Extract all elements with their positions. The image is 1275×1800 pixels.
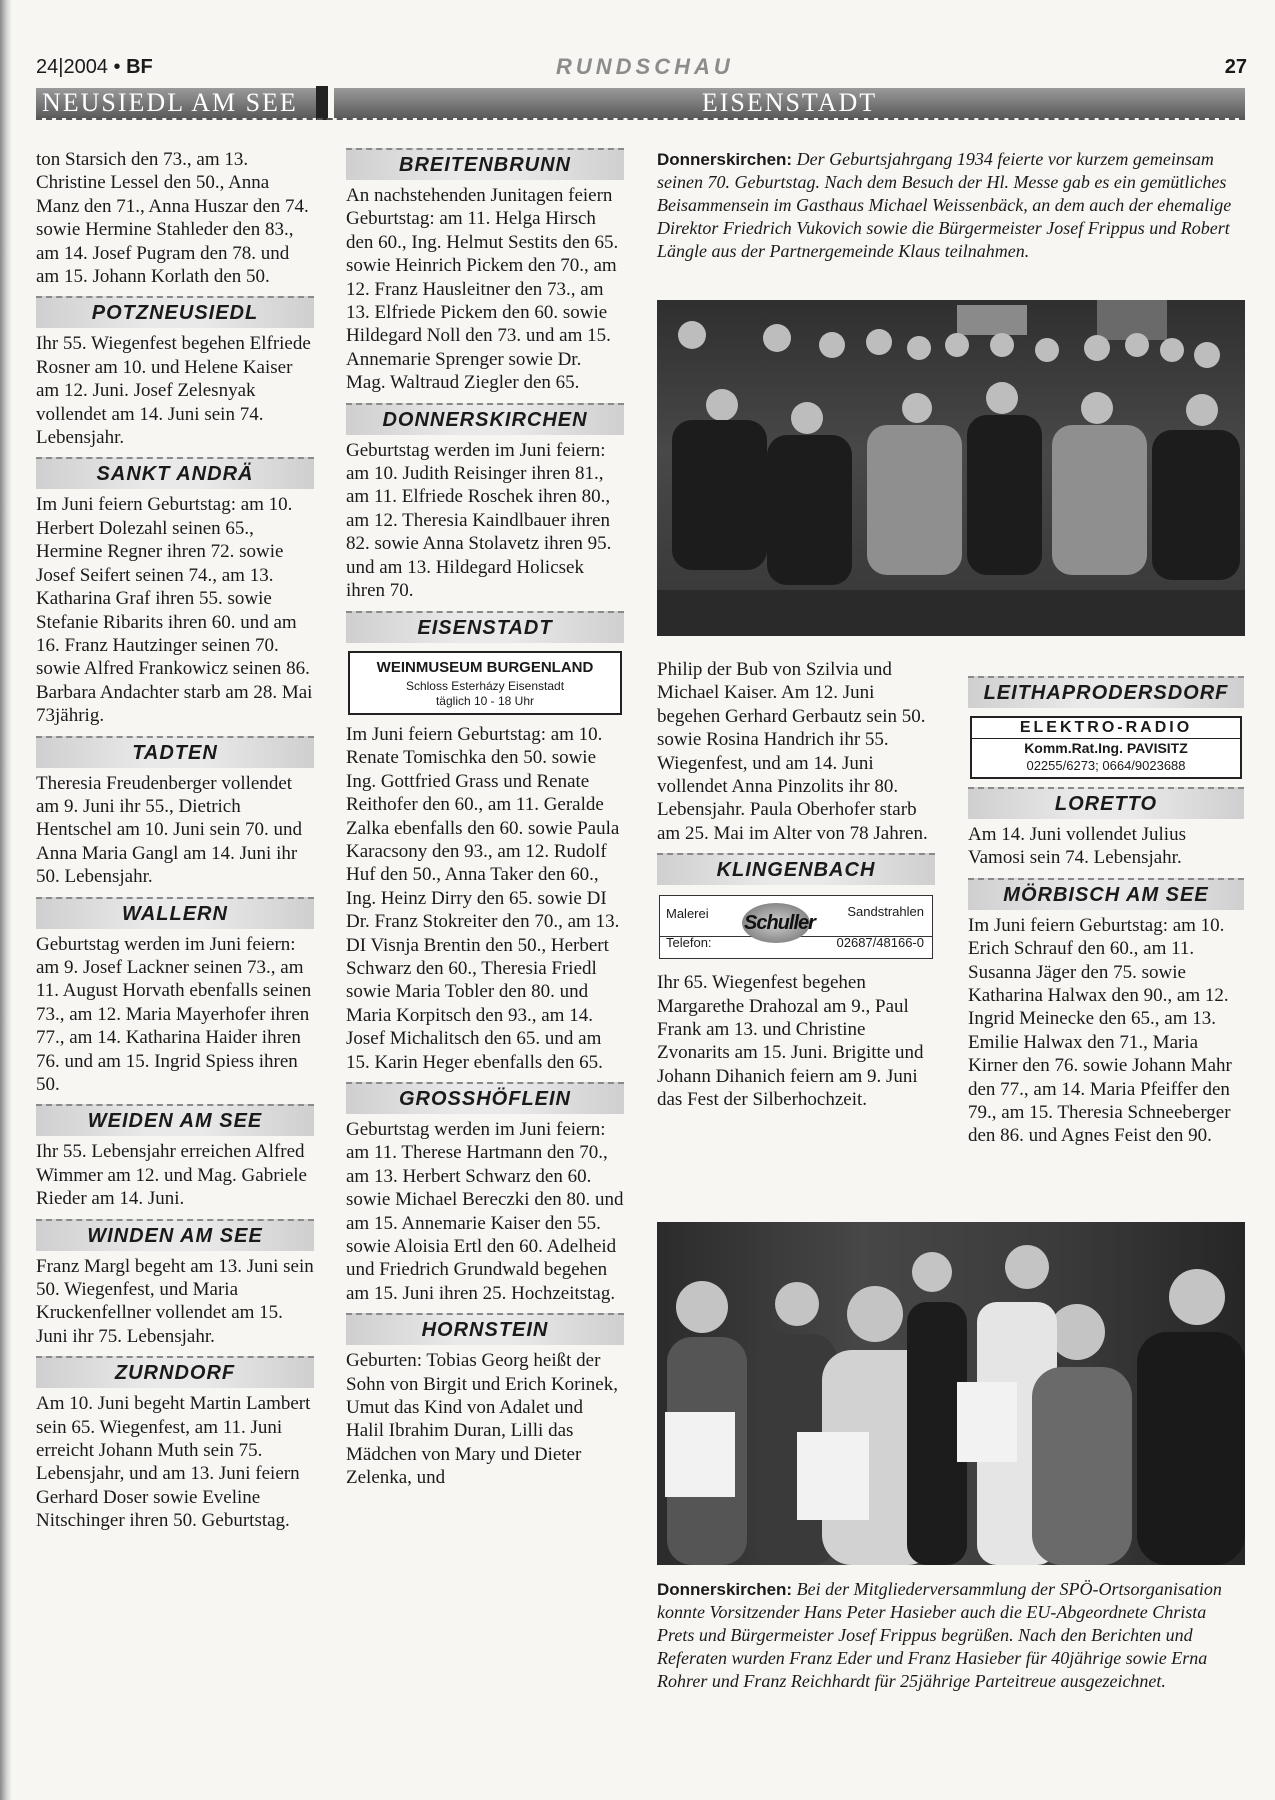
photo-illustration xyxy=(657,300,1245,636)
article-text: Theresia Freudenberger vollendet am 9. Juni ihr 55., Dietrich Hentschel am 10. Juni sein 70. und Anna Maria Gangl am 14. Juni ihr 50. Lebensjahr. xyxy=(36,772,302,888)
article-text: Geburten: Tobias Georg heißt der Sohn von Birgit und Erich Korinek, Umut das Kind von Adalet und Halil Ibrahim Duran, Lilli das Mädchen von Mary und Dieter Zelenka, und xyxy=(346,1350,618,1489)
page-number: 27 xyxy=(1224,56,1247,78)
section-heading: POTZNEUSIEDL xyxy=(36,296,314,328)
ad-logo-text: Schuller xyxy=(744,912,815,935)
region-band-eisenstadt: EISENSTADT xyxy=(334,88,1245,118)
article-text: Geburtstag werden im Juni feiern: am 11. Therese Hartmann den 70., am 13. Herbert Schwarz den 60. sowie Michael Bereczki den 80. und am 15. Annemarie Kaiser den 55. sowie Aloisia Ertl den 60. Adelheid und Friedrich Grundwald begehen am 15. Juni ihren 25. Hochzeitstag. xyxy=(346,1119,624,1304)
ad-line: täglich 10 - 18 Uhr xyxy=(435,693,535,708)
caption-place: Donnerskirchen: xyxy=(657,150,793,169)
section-heading: MÖRBISCH AM SEE xyxy=(968,878,1244,910)
photo-caption-2 xyxy=(657,1578,1245,1693)
article-text: Am 14. Juni vollendet Julius Vamosi sein 74. Lebensjahr. xyxy=(968,824,1186,869)
band-separator xyxy=(316,86,328,120)
region-band-neusiedl: NEUSIEDL AM SEE xyxy=(36,88,316,118)
ad-line: Schloss Esterházy Eisenstadt xyxy=(405,678,565,693)
ad-line: Komm.Rat.Ing. PAVISITZ xyxy=(1024,740,1188,756)
section-heading: GROSSHÖFLEIN xyxy=(346,1082,624,1114)
section-heading: ZURNDORF xyxy=(36,1356,314,1388)
photo-illustration xyxy=(657,1222,1245,1565)
section-heading: EISENSTADT xyxy=(346,611,624,643)
section-heading: LORETTO xyxy=(968,787,1244,819)
band-dashed-rule xyxy=(36,118,1245,120)
section-heading: WEIDEN AM SEE xyxy=(36,1104,314,1136)
section-heading: DONNERSKIRCHEN xyxy=(346,403,624,435)
article-text: Ihr 55. Lebensjahr erreichen Alfred Wimmer am 12. und Mag. Gabriele Rieder am 14. Juni. xyxy=(36,1141,307,1210)
article-text: Ihr 55. Wiegenfest begehen Elfriede Rosner am 10. und Helene Kaiser am 12. Juni. Josef Zelesnyak vollendet am 14. Juni sein 74. Lebensjahr. xyxy=(36,333,311,449)
group-photo-party-meeting xyxy=(657,1222,1245,1565)
article-text: Im Juni feiern Geburtstag: am 10. Herbert Dolezahl seinen 65., Hermine Regner ihren 72. sowie Josef Seifert seinen 74., am 13. Katharina Graf ihren 55. sowie Stefanie Ribarits ihren 60. und am 16. Franz Hautzinger seinen 70. sowie Alfred Frankowicz seinen 86. Barbara Andachter starb am 28. Mai 73jährig. xyxy=(36,494,313,727)
ad-schuller xyxy=(659,895,933,959)
section-heading: KLINGENBACH xyxy=(657,853,935,885)
article-text: Ihr 65. Wiegenfest begehen Margarethe Drahozal am 9., Paul Frank am 13. und Christine Zvonarits am 15. Juni. Brigitte und Johann Dihanich feiern am 9. Juni das Fest der Silberhochzeit. xyxy=(657,972,924,1111)
article-text: An nachstehenden Junitagen feiern Geburtstag: am 11. Helga Hirsch den 60., Ing. Helmut Sestits den 65. sowie Heinrich Pickem den 70., am 12. Franz Hausleitner den 73., am 13. Elfriede Pickem den 60. sowie Hildegard Noll den 73. und am 15. Annemarie Sprenger sowie Dr. Mag. Waltraud Ziegler den 65. xyxy=(346,185,619,394)
ad-text: Sandstrahlen xyxy=(847,904,924,920)
ad-weinmuseum xyxy=(348,651,622,715)
article-text: Philip der Bub von Szilvia und Michael Kaiser. Am 12. Juni begehen Gerhard Gerbautz sein 50. sowie Rosina Handrich ihr 55. Wiegenfest, und am 14. Juni vollendet Anna Pinzolits ihr 80. Lebensjahr. Paula Oberhofer starb am 25. Mai im Alter von 78 Jahren. xyxy=(657,659,928,844)
article-text: Im Juni feiern Geburtstag: am 10. Erich Schrauf den 60., am 11. Susanna Jäger den 75. sowie Katharina Halwax den 90., am 12. Ingrid Meinecke den 65., am 13. Emilie Halwax den 71., Maria Kirner den 76. sowie Johann Mahr den 77., am 14. Maria Pfeiffer den 79., am 15. Theresia Schneeberger den 86. und Agnes Feist den 90. xyxy=(968,914,1232,1147)
article-text: ton Starsich den 73., am 13. Christine Lessel den 50., Anna Manz den 71., Anna Huszar den 74. sowie Hermine Stahleder den 83., am 14. Josef Pugram den 78. und am 15. Johann Korlath den 50. xyxy=(36,149,309,288)
caption-place: Donnerskirchen: xyxy=(657,1580,793,1599)
article-text: Am 10. Juni begeht Martin Lambert sein 65. Wiegenfest, am 11. Juni erreicht Johann Muth sein 75. Lebensjahr, und am 13. Juni feiern Gerhard Doser sowie Eveline Nitschinger ihren 50. Geburtstag. xyxy=(36,1393,311,1532)
section-heading: SANKT ANDRÄ xyxy=(36,457,314,489)
article-text: Geburtstag werden im Juni feiern: am 9. Josef Lackner seinen 73., am 11. August Horvath ebenfalls seinen 73., am 12. Maria Mayerhofer ihren 77., am 14. Katharina Haider ihren 76. und am 15. Ingrid Spiess ihren 50. xyxy=(36,933,312,1095)
column-4 xyxy=(968,676,1244,1148)
caption-text: Bei der Mitgliederversammlung der SPÖ-Ortsorganisation konnte Vorsitzender Hans Peter Hasieber auch die EU-Abgeordnete Christa Prets und Bürgermeister Josef Frippus begrüßen. Nach den Berichten und Referaten wurden Franz Eder und Franz Hasieber für 40jährige sowie Erna Rohrer und Franz Reichhardt für 25jährige Parteitreue ausgezeichnet. xyxy=(657,1579,1222,1691)
section-heading: WINDEN AM SEE xyxy=(36,1219,314,1251)
article-text: Franz Margl begeht am 13. Juni sein 50. Wiegenfest, und Maria Kruckenfellner vollendet am 15. Juni ihr 75. Lebensjahr. xyxy=(36,1255,314,1347)
page-header xyxy=(36,56,1247,82)
section-heading: LEITHAPRODERSDORF xyxy=(968,676,1244,708)
ad-elektro-radio xyxy=(970,716,1242,779)
ad-title: ELEKTRO-RADIO xyxy=(972,718,1240,739)
ad-title: WEINMUSEUM BURGENLAND xyxy=(376,658,594,676)
article-text: Im Juni feiern Geburtstag: am 10. Renate Tomischka den 50. sowie Ing. Gottfried Grass und Renate Reithofer den 60., am 11. Geralde Zalka ebenfalls den 60. sowie Paula Karacsony den 93., am 12. Rudolf Huf den 50., Anna Taker den 60., Ing. Heinz Dirry den 65. sowie DI Dr. Franz Stokreiter den 70., am 13. DI Visnja Brentin den 50., Herbert Schwarz den 60., Theresia Friedl sowie Maria Tobler den 80. und Maria Korpitsch den 93., am 14. Josef Michalitsch den 65. und am 15. Karin Heger ebenfalls den 65. xyxy=(346,723,620,1073)
ad-phone: 02255/6273; 0664/9023688 xyxy=(1026,758,1186,773)
section-heading: HORNSTEIN xyxy=(346,1313,624,1345)
masthead: RUNDSCHAU xyxy=(556,54,734,79)
issue-info: 24|2004 • BF xyxy=(36,56,153,78)
section-heading: TADTEN xyxy=(36,736,314,768)
caption-text: Der Geburtsjahrgang 1934 feierte vor kurzem gemeinsam seinen 70. Geburtstag. Nach dem Besuch der Hl. Messe gab es ein gemütliches Beisammensein im Gasthaus Michael Weissenbäck, an dem auch der ehemalige Direktor Friedrich Vukovich sowie die Bürgermeister Josef Frippus und Robert Längle aus der Partnergemeinde Klaus teilnahmen. xyxy=(657,149,1232,261)
column-1 xyxy=(36,148,314,1533)
ad-phone: 02687/48166-0 xyxy=(836,934,924,950)
page-edge-shadow xyxy=(0,0,12,1800)
section-heading: WALLERN xyxy=(36,897,314,929)
column-2 xyxy=(346,148,624,1490)
article-text: Geburtstag werden im Juni feiern: am 10. Judith Reisinger ihren 81., am 11. Elfriede Roschek ihren 80., am 12. Theresia Kaindlbauer ihren 82. sowie Anna Stolavetz ihren 95. und am 13. Hildegard Holicsek ihren 70. xyxy=(346,439,612,602)
ad-text: Telefon: xyxy=(666,934,712,950)
column-3 xyxy=(657,658,935,1112)
ad-text: Malerei xyxy=(666,906,709,922)
section-heading: BREITENBRUNN xyxy=(346,148,624,180)
photo-caption-1 xyxy=(657,148,1245,263)
group-photo-birthday xyxy=(657,300,1245,636)
